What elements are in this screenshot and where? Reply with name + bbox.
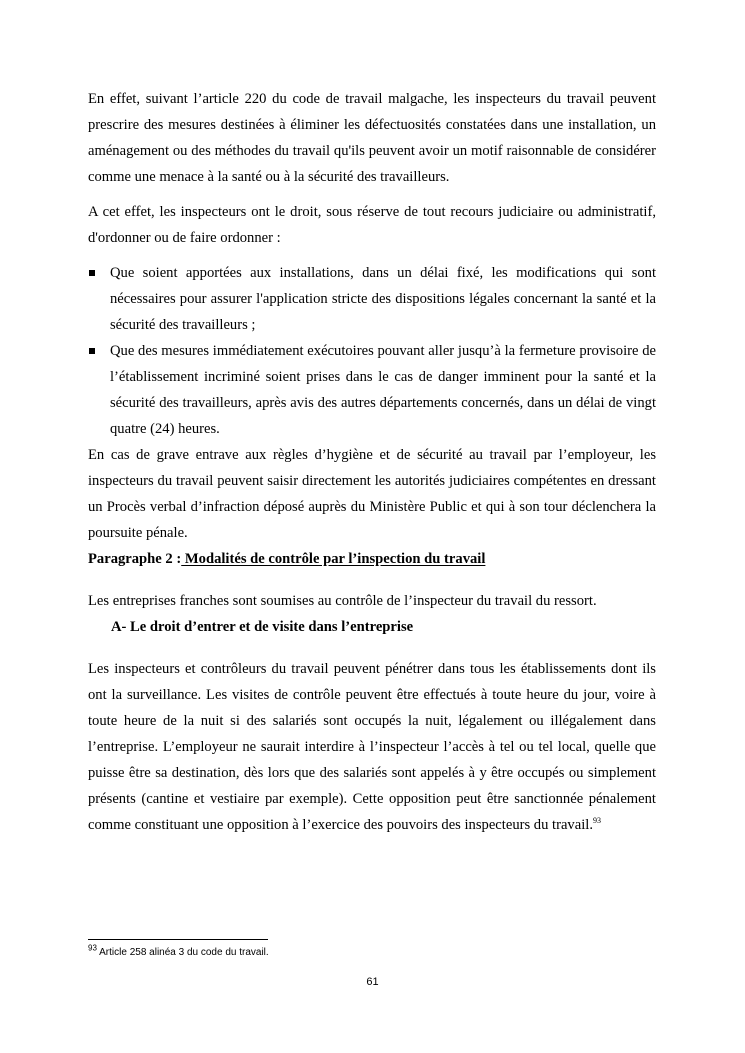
section-heading-title: Modalités de contrôle par l’inspection du travail (181, 551, 486, 567)
bullet-list (88, 260, 656, 442)
list-item (88, 338, 656, 442)
square-bullet-icon (89, 348, 95, 354)
paragraph-droit-entrer-text: Les inspecteurs et contrôleurs du travail peuvent pénétrer dans tous les établissements dont ils ont la surveillance. Les visites de contrôle peuvent être effectués à toute heure du jour, voire à toute heure de la nuit si des salariés sont occupés la nuit, légalement ou illégalement dans l’entreprise. L’employeur ne saurait interdire à l’inspecteur l’accès à tel ou tel local, quelle que puisse être sa destination, dès lors que des salariés sont appelés à y être occupés ou simplement présents (cantine et vestiaire par exemple). Cette opposition peut être sanctionnée pénalement comme constituant une opposition à l’exercice des pouvoirs des inspecteurs du travail. (88, 661, 656, 833)
list-item-text: Que des mesures immédiatement exécutoires pouvant aller jusqu’à la fermeture provisoire de l’établissement incriminé soient prises dans le cas de danger imminent pour la santé et la sécurité des travailleurs, après avis des autres départements concernés, dans un délai de vingt quatre (24) heures. (110, 343, 656, 437)
paragraph-droit-ordonner: A cet effet, les inspecteurs ont le droit, sous réserve de tout recours judiciaire ou administratif, d'ordonner ou de faire ordonner : (88, 204, 656, 246)
footnote (88, 943, 269, 960)
document-body (88, 86, 656, 838)
footnote-divider (88, 939, 268, 940)
square-bullet-icon (89, 270, 95, 276)
paragraph-grave-entrave: En cas de grave entrave aux règles d’hygiène et de sécurité au travail par l’employeur, les inspecteurs du travail peuvent saisir directement les autorités judiciaires compétentes en dressant un Procès verbal d’infraction déposé auprès du Ministère Public et qui à son tour déclenchera la poursuite pénale. (88, 447, 656, 541)
footnote-number: 93 (88, 943, 97, 953)
section-heading (88, 546, 656, 572)
footnote-reference: 93 (592, 816, 601, 826)
paragraph-droit-entrer (88, 656, 656, 838)
subsection-heading: A- Le droit d’entrer et de visite dans l’entreprise (111, 619, 414, 635)
paragraph-article-220: En effet, suivant l’article 220 du code de travail malgache, les inspecteurs du travail peuvent prescrire des mesures destinées à éliminer les défectuosités constatées dans une installation, un aménagement ou des méthodes du travail qu'ils peuvent avoir un motif raisonnable de considérer comme une menace à la santé ou à la sécurité des travailleurs. (88, 91, 656, 185)
page-number: 61 (366, 976, 379, 988)
footnote-text: Article 258 alinéa 3 du code du travail. (96, 947, 269, 958)
paragraph-entreprises-franches: Les entreprises franches sont soumises au contrôle de l’inspecteur du travail du ressort. (88, 593, 597, 609)
section-heading-prefix: Paragraphe 2 : (88, 551, 182, 567)
list-item-text: Que soient apportées aux installations, dans un délai fixé, les modifications qui sont nécessaires pour assurer l'application stricte des dispositions légales concernant la santé et la sécurité des travailleurs ; (110, 265, 656, 333)
list-item (88, 260, 656, 338)
